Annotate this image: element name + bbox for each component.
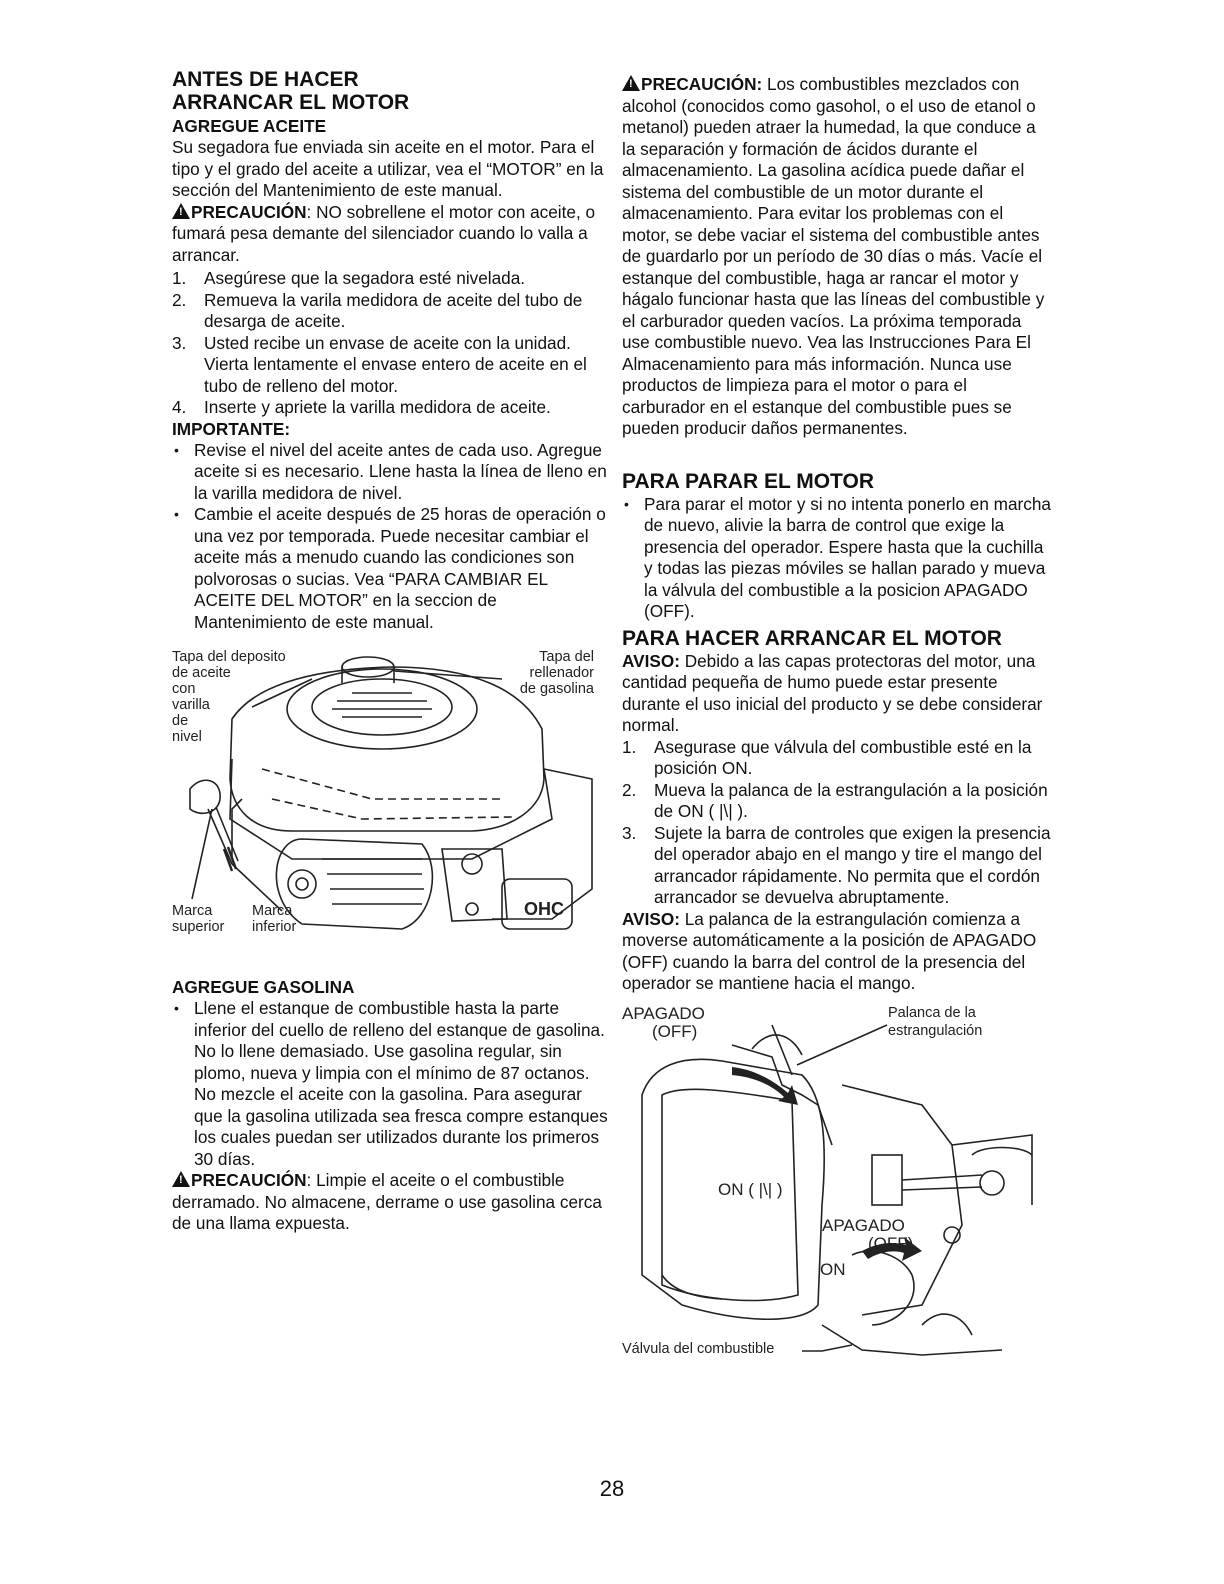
warning-triangle-icon xyxy=(172,1171,190,1187)
engine-figure xyxy=(172,649,602,949)
step-number: 1. xyxy=(622,736,637,757)
label-on-mid: ON ( |\| ) xyxy=(718,1179,783,1199)
step-text: Inserte y apriete la varilla medidora de aceite. xyxy=(204,397,551,417)
right-column xyxy=(622,68,1052,1365)
oil-caution xyxy=(172,202,612,267)
start-heading: PARA HACER ARRANCAR EL MOTOR xyxy=(622,626,1002,650)
step-number: 2. xyxy=(172,289,187,310)
fuel-alcohol-caution xyxy=(622,74,1052,440)
list-item xyxy=(172,290,612,333)
label-apagado-top: APAGADO xyxy=(622,1003,705,1023)
label-fuel-cap-3: de gasolina xyxy=(519,681,594,697)
label-lower-mark-1: Marca xyxy=(252,903,293,919)
oil-caution-text: : NO sobrellene el motor con aceite, o fumará pesa demante del silenciador cuando lo valla a arrancar. xyxy=(172,201,596,265)
label-apagado-low: APAGADO xyxy=(822,1215,905,1235)
label-oil-cap-2: de aceite xyxy=(172,665,231,681)
warning-triangle-icon xyxy=(622,75,640,91)
label-oil-cap-3: con xyxy=(172,681,196,697)
important-label: IMPORTANTE: xyxy=(172,418,291,439)
notice-2-label: AVISO: xyxy=(622,908,680,929)
oil-intro: Su segadora fue enviada sin aceite en el motor. Para el tipo y el grado del aceite a utilizar, vea el “MOTOR” en la sección del Mantenimiento de este manual. xyxy=(172,137,604,200)
list-item: • Cambie el aceite después de 25 horas de operación o una vez por temporada. Puede necesitar cambiar el aceite más a menudo cuando las condiciones son polvorosas o sucias. Vea “PARA CAMBIAR EL ACEITE DEL MOTOR” en la seccion de Mantenimiento de este manual. xyxy=(172,504,612,633)
label-fuel-cap-2: rellenador xyxy=(529,665,594,681)
list-item: • Para parar el motor y si no intenta ponerlo en marcha de nuevo, alivie la barra de control que exige la presencia del operador. Espere hasta que la cuchilla y todas las piezas móviles se hallan parado y mueva la válvula del combustible a la posicion APAGADO (OFF). xyxy=(622,494,1052,623)
oil-steps xyxy=(172,268,612,419)
label-off-low: (OFF) xyxy=(868,1233,914,1253)
list-item xyxy=(172,268,612,290)
label-oil-cap-1: Tapa del deposito xyxy=(172,649,286,665)
label-on-low: ON xyxy=(820,1259,846,1279)
notice-1 xyxy=(622,651,1052,737)
step-text: Usted recibe un envase de aceite con la unidad. Vierta lentamente el envase entero de aceite en el tubo de relleno del motor. xyxy=(204,332,587,396)
step-number: 3. xyxy=(172,332,187,353)
notice-2 xyxy=(622,909,1052,995)
left-column xyxy=(172,68,612,1235)
step-text: Mueva la palanca de la estrangulación a la posición de ON ( |\| ). xyxy=(654,779,1048,821)
step-number: 2. xyxy=(622,779,637,800)
stop-heading: PARA PARAR EL MOTOR xyxy=(622,469,875,493)
fuel-heading: AGREGUE GASOLINA xyxy=(172,977,355,997)
label-choke-lever-1: Palanca de la xyxy=(888,1004,976,1021)
oil-heading: AGREGUE ACEITE xyxy=(172,116,327,136)
step-number: 4. xyxy=(172,397,187,417)
step-number: 1. xyxy=(172,268,187,288)
label-off-top: (OFF) xyxy=(652,1021,698,1041)
notice-1-text: Debido a las capas protectoras del motor, una cantidad pequeña de humo puede estar presente durante el uso inicial del producto y se debe considerar normal. xyxy=(622,650,1043,735)
label-choke-lever-2: estrangulación xyxy=(888,1022,983,1039)
notice-2-text: La palanca de la estrangulación comienza a moverse automáticamente a la posición de APAGADO (OFF) cuando la barra del control de la presencia del operador se mantiene hacia el mango. xyxy=(622,908,1037,993)
stop-list xyxy=(622,494,1052,623)
label-oil-cap-5: de xyxy=(172,713,189,729)
warning-triangle-icon xyxy=(172,203,190,219)
step-text: Remueva la varila medidora de aceite del tubo de desarga de aceite. xyxy=(204,289,583,331)
list-item xyxy=(172,397,612,419)
list-item xyxy=(622,780,1052,823)
step-text: Sujete la barra de controles que exigen la presencia del operador abajo en el mango y tire el mango del arrancador rápidamente. No permita que el cordón arrancador se devuelva abruptamente. xyxy=(654,822,1051,907)
step-text: Asegurase que válvula del combustible esté en la posición ON. xyxy=(654,736,1032,778)
section-title-line1: ANTES DE HACER xyxy=(172,68,359,91)
list-item: • Revise el nivel del aceite antes de cada uso. Agregue aceite si es necesario. Llene hasta la línea de lleno en la varilla medidora de nivel. xyxy=(172,440,612,505)
label-fuel-cap-1: Tapa del xyxy=(539,649,594,665)
fuel-caution-text: : Limpie el aceite o el combustible derramado. No almacene, derrame o use gasolina cerca de una llama expuesta. xyxy=(172,1170,602,1233)
fuel-caution-label: PRECAUCIÓN xyxy=(191,1170,307,1190)
fuel-list xyxy=(172,998,612,1170)
oil-caution-label: PRECAUCIÓN xyxy=(191,201,307,222)
label-upper-mark-2: superior xyxy=(172,919,225,935)
section-title-line2: ARRANCAR EL MOTOR xyxy=(172,91,410,114)
step-number: 3. xyxy=(622,822,637,843)
list-item xyxy=(622,737,1052,780)
label-fuel-valve: Válvula del combustible xyxy=(622,1340,775,1357)
top-caution-label: PRECAUCIÓN: xyxy=(641,74,763,94)
list-item xyxy=(622,823,1052,909)
label-lower-mark-2: inferior xyxy=(252,919,297,935)
label-oil-cap-6: nivel xyxy=(172,729,202,745)
important-list xyxy=(172,440,612,634)
fuel-caution xyxy=(172,1170,612,1235)
engine-badge: OHC xyxy=(524,899,564,919)
step-text: Asegúrese que la segadora esté nivelada. xyxy=(204,268,526,288)
label-upper-mark-1: Marca xyxy=(172,903,213,919)
start-steps xyxy=(622,737,1052,909)
notice-1-label: AVISO: xyxy=(622,650,680,671)
choke-illustration xyxy=(622,1005,1042,1365)
choke-figure xyxy=(622,1005,1042,1365)
list-item: • Llene el estanque de combustible hasta la parte inferior del cuello de relleno del estanque de gasolina. No lo llene demasiado. Use gasolina regular, sin plomo, nueva y limpia con el mínimo de 87 octanos. No mezcle el aceite con la gasolina. Para asegurar que la gasolina utilizada sea fresca compre estanques los cuales puedan ser utilizados durante los primeros 30 días. xyxy=(172,998,612,1170)
list-item xyxy=(172,333,612,398)
label-oil-cap-4: varilla xyxy=(172,697,210,713)
top-caution-text: Los combustibles mezclados con alcohol (conocidos como gasohol, o el uso de etanol o metanol) pueden atraer la humedad, la que conduce a la separación y formación de ácidos durante el almacenamiento. La gasolina acídica puede dañar el sistema del combustible de un motor durante el almacenamiento. Para evitar los problemas con el motor, se debe vaciar el sistema del combustible antes de guardarlo por un período de 30 días o más. Vacíe el estanque del combustible, haga ar rancar el motor y hágalo funcionar hasta que las líneas del combustible y el carburador queden vacíos. La próxima temporada use combustible nuevo. Vea las Instrucciones Para El Almacenamiento para más información. Nunca use productos de limpieza para el motor o para el carburador en el estanque del combustible pues se pueden producir daños permanentes. xyxy=(622,74,1045,438)
page-number: 28 xyxy=(599,1476,625,1501)
